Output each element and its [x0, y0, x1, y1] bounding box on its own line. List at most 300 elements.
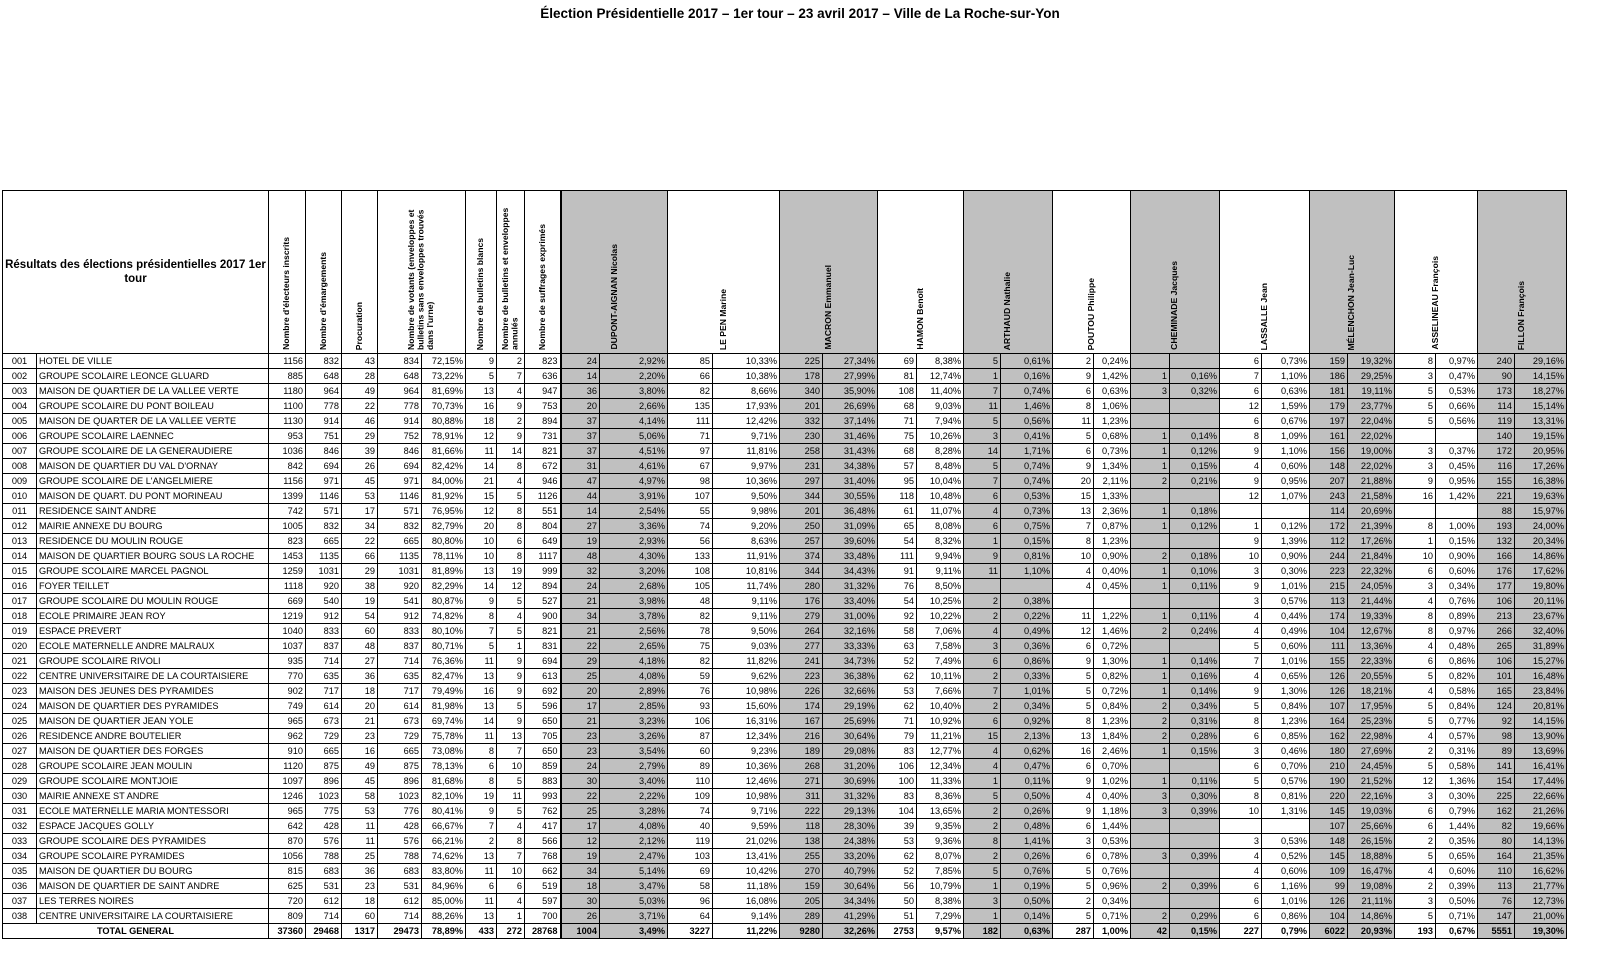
stat-cell: 541 [378, 594, 422, 609]
stat-cell: 5 [497, 699, 525, 714]
stat-cell: 920 [306, 579, 342, 594]
bureau-id: 014 [3, 549, 37, 564]
votes-pct: 0,18% [1170, 549, 1220, 564]
votes-count: 90 [1478, 369, 1515, 384]
table-row [3, 714, 1567, 729]
votes-count: 29 [561, 654, 600, 669]
votes-count: 5 [964, 459, 1001, 474]
stat-cell: 768 [525, 849, 561, 864]
votes-pct: 0,57% [1262, 774, 1310, 789]
stat-cell: 8 [497, 519, 525, 534]
votes-pct: 0,53% [1262, 834, 1310, 849]
votes-pct: 16,38% [1515, 474, 1567, 489]
stat-cell: 947 [525, 384, 561, 399]
stat-cell: 894 [525, 579, 561, 594]
stat-cell: 883 [525, 774, 561, 789]
votes-pct: 20,81% [1515, 699, 1567, 714]
stat-cell: 18 [342, 894, 378, 909]
table-row [3, 819, 1567, 834]
votes-count: 1 [1131, 774, 1170, 789]
votes-pct: 1,33% [1094, 489, 1131, 504]
votes-count: 5 [1395, 669, 1436, 684]
votes-pct: 0,71% [1436, 909, 1478, 924]
votes-count [1131, 834, 1170, 849]
votes-count: 6 [1053, 759, 1094, 774]
votes-pct: 30,64% [823, 879, 878, 894]
votes-pct [1170, 834, 1220, 849]
stat-cell: 14 [466, 714, 497, 729]
stat-cell: 4 [497, 894, 525, 909]
votes-pct: 17,26% [1515, 459, 1567, 474]
votes-pct: 12,34% [713, 729, 780, 744]
stat-cell: 527 [525, 594, 561, 609]
votes-count: 9 [1220, 534, 1262, 549]
stat-cell: 5 [497, 489, 525, 504]
stat-cell: 648 [306, 369, 342, 384]
stat-cell: 19 [466, 789, 497, 804]
votes-count: 2 [1053, 354, 1094, 369]
votes-count: 165 [1478, 684, 1515, 699]
votes-count: 223 [780, 669, 823, 684]
votes-pct: 0,52% [1262, 849, 1310, 864]
votes-count: 18 [561, 879, 600, 894]
bureau-name: MAISON DE QUARTER DE LA VALLEE VERTE [37, 414, 269, 429]
votes-count: 82 [668, 654, 713, 669]
votes-pct: 24,45% [1348, 759, 1395, 774]
votes-count: 3 [1053, 834, 1094, 849]
stat-cell: 870 [269, 834, 306, 849]
votes-pct: 17,44% [1515, 774, 1567, 789]
stat-cell: 2 [466, 834, 497, 849]
votes-pct: 21,44% [1348, 594, 1395, 609]
stat-cell: 10 [466, 549, 497, 564]
votes-count: 221 [1478, 489, 1515, 504]
votes-pct: 0,24% [1094, 354, 1131, 369]
votes-count: 44 [561, 489, 600, 504]
votes-pct: 0,66% [1436, 399, 1478, 414]
stat-cell: 37360 [269, 924, 306, 939]
votes-count: 37 [561, 414, 600, 429]
votes-pct: 0,84% [1436, 699, 1478, 714]
votes-pct: 1,71% [1001, 444, 1053, 459]
votes-count: 113 [1310, 594, 1348, 609]
stat-cell: 81,98% [422, 699, 466, 714]
stat-cell: 10 [497, 759, 525, 774]
votes-pct: 1,23% [1094, 414, 1131, 429]
stat-cell: 692 [525, 684, 561, 699]
votes-pct: 31,32% [823, 789, 878, 804]
votes-count: 53 [878, 684, 917, 699]
votes-count: 7 [964, 384, 1001, 399]
votes-count: 26 [561, 909, 600, 924]
stat-cell: 45 [342, 774, 378, 789]
votes-pct: 2,56% [600, 624, 668, 639]
stat-cell: 6 [466, 759, 497, 774]
votes-count: 36 [561, 384, 600, 399]
votes-count: 4 [1395, 639, 1436, 654]
votes-pct: 10,26% [917, 429, 964, 444]
stat-cell: 714 [306, 909, 342, 924]
stat-cell: 15 [466, 489, 497, 504]
votes-count: 6 [1220, 414, 1262, 429]
votes-count: 6 [964, 654, 1001, 669]
votes-pct: 4,97% [600, 474, 668, 489]
votes-count: 76 [1478, 894, 1515, 909]
votes-count: 8 [1220, 714, 1262, 729]
votes-count [1131, 639, 1170, 654]
votes-count: 277 [780, 639, 823, 654]
stat-cell: 60 [342, 909, 378, 924]
stat-cell: 14 [466, 459, 497, 474]
votes-count: 39 [878, 819, 917, 834]
votes-pct: 0,26% [1001, 804, 1053, 819]
votes-count: 21 [561, 624, 600, 639]
votes-count: 4 [1053, 789, 1094, 804]
votes-count [1395, 429, 1436, 444]
votes-pct: 1,59% [1262, 399, 1310, 414]
votes-count: 155 [1478, 474, 1515, 489]
votes-pct: 9,97% [713, 459, 780, 474]
stat-cell: 14 [497, 444, 525, 459]
votes-count: 54 [878, 594, 917, 609]
stat-cell: 672 [525, 459, 561, 474]
stat-cell: 788 [306, 849, 342, 864]
candidate-header [1220, 191, 1310, 354]
votes-count: 92 [878, 609, 917, 624]
votes-count: 109 [1310, 864, 1348, 879]
votes-pct: 0,50% [1001, 894, 1053, 909]
bureau-name: LES TERRES NOIRES [37, 894, 269, 909]
stat-cell: 82,10% [422, 789, 466, 804]
votes-pct: 0,58% [1436, 759, 1478, 774]
stat-cell: 49 [342, 384, 378, 399]
votes-pct: 0,15% [1001, 534, 1053, 549]
stat-cell: 7 [497, 744, 525, 759]
votes-pct: 10,36% [713, 759, 780, 774]
bureau-name: MAISON DE QUARTIER DU VAL D'ORNAY [37, 459, 269, 474]
votes-count: 9 [1220, 579, 1262, 594]
table-row [3, 429, 1567, 444]
bureau-id: 033 [3, 834, 37, 849]
stat-cell: 1040 [269, 624, 306, 639]
votes-pct: 0,50% [1001, 789, 1053, 804]
votes-pct: 0,60% [1436, 564, 1478, 579]
votes-pct [1094, 594, 1131, 609]
votes-count: 11 [1053, 609, 1094, 624]
stat-cell: 900 [525, 609, 561, 624]
votes-pct: 33,20% [823, 849, 878, 864]
table-row [3, 504, 1567, 519]
votes-count: 174 [780, 699, 823, 714]
votes-pct: 0,76% [1001, 864, 1053, 879]
votes-count: 5 [1053, 669, 1094, 684]
votes-count: 148 [1310, 834, 1348, 849]
votes-pct: 0,45% [1094, 579, 1131, 594]
votes-pct: 22,98% [1348, 729, 1395, 744]
votes-count: 69 [878, 354, 917, 369]
stat-cell: 1118 [269, 579, 306, 594]
votes-pct: 0,24% [1170, 624, 1220, 639]
votes-count: 147 [1478, 909, 1515, 924]
stat-cell: 21 [466, 474, 497, 489]
stat-cell: 965 [269, 714, 306, 729]
votes-count: 9 [1053, 459, 1094, 474]
stat-cell: 19 [497, 564, 525, 579]
votes-count: 3 [964, 894, 1001, 909]
stat-cell: 694 [525, 654, 561, 669]
votes-pct: 19,33% [1348, 609, 1395, 624]
votes-pct: 2,22% [600, 789, 668, 804]
stat-cell: 83,80% [422, 864, 466, 879]
votes-count: 99 [1310, 879, 1348, 894]
votes-pct: 0,67% [1262, 414, 1310, 429]
votes-count: 220 [1310, 789, 1348, 804]
stat-cell: 635 [306, 669, 342, 684]
votes-pct: 0,11% [1170, 579, 1220, 594]
votes-pct: 33,40% [823, 594, 878, 609]
votes-pct [1170, 414, 1220, 429]
votes-count: 6 [1395, 564, 1436, 579]
votes-count: 95 [878, 474, 917, 489]
stat-header [306, 191, 342, 354]
votes-count: 89 [668, 759, 713, 774]
votes-pct: 10,33% [713, 354, 780, 369]
votes-pct: 30,64% [823, 729, 878, 744]
stat-cell: 4 [497, 819, 525, 834]
votes-pct: 9,35% [917, 819, 964, 834]
votes-pct [1170, 354, 1220, 369]
votes-count: 3 [1220, 564, 1262, 579]
votes-count: 344 [780, 564, 823, 579]
votes-count: 113 [1478, 879, 1515, 894]
votes-pct: 3,71% [600, 909, 668, 924]
votes-pct: 1,10% [1262, 369, 1310, 384]
votes-pct: 25,23% [1348, 714, 1395, 729]
votes-pct: 21,77% [1515, 879, 1567, 894]
votes-pct: 5,14% [600, 864, 668, 879]
stat-cell: 531 [378, 879, 422, 894]
stat-cell: 1031 [306, 564, 342, 579]
candidate-name: MÉLENCHON Jean-Luc [1346, 254, 1357, 350]
stat-cell: 79,49% [422, 684, 466, 699]
table-row [3, 759, 1567, 774]
votes-count: 193 [1478, 519, 1515, 534]
votes-pct: 0,50% [1436, 894, 1478, 909]
bureau-name: GROUPE SCOLAIRE DE L'ANGELMIERE [37, 474, 269, 489]
stat-cell: 66,21% [422, 834, 466, 849]
votes-count: 74 [668, 804, 713, 819]
votes-pct: 10,48% [917, 489, 964, 504]
stat-cell: 1 [497, 639, 525, 654]
stat-cell: 717 [306, 684, 342, 699]
votes-count: 19 [561, 849, 600, 864]
table-row [3, 414, 1567, 429]
votes-pct: 24,05% [1348, 579, 1395, 594]
votes-count: 106 [878, 759, 917, 774]
stat-cell: 612 [306, 894, 342, 909]
votes-pct: 12,42% [713, 414, 780, 429]
votes-count: 54 [878, 534, 917, 549]
votes-count: 176 [780, 594, 823, 609]
votes-count: 81 [878, 369, 917, 384]
votes-count: 71 [878, 414, 917, 429]
stat-cell: 683 [306, 864, 342, 879]
stat-cell: 778 [306, 399, 342, 414]
votes-count: 9 [964, 549, 1001, 564]
bureau-id: 024 [3, 699, 37, 714]
votes-count: 98 [1478, 729, 1515, 744]
stat-cell: 694 [306, 459, 342, 474]
votes-pct: 31,40% [823, 474, 878, 489]
bureau-id: 013 [3, 534, 37, 549]
votes-pct: 12,46% [713, 774, 780, 789]
votes-pct: 0,78% [1094, 849, 1131, 864]
votes-count: 10 [1220, 804, 1262, 819]
votes-count: 2 [964, 669, 1001, 684]
votes-pct: 34,43% [823, 564, 878, 579]
stat-cell: 597 [525, 894, 561, 909]
stat-cell: 5 [466, 369, 497, 384]
votes-pct: 3,20% [600, 564, 668, 579]
votes-count: 9 [1220, 684, 1262, 699]
stat-cell: 662 [525, 864, 561, 879]
stat-cell: 832 [378, 519, 422, 534]
votes-pct: 0,90% [1436, 549, 1478, 564]
votes-pct [1170, 864, 1220, 879]
stat-cell: 81,66% [422, 444, 466, 459]
votes-count: 4 [1220, 459, 1262, 474]
votes-pct: 34,73% [823, 654, 878, 669]
votes-count: 20 [561, 399, 600, 414]
stat-cell: 636 [525, 369, 561, 384]
votes-count: 93 [668, 699, 713, 714]
votes-count: 2 [964, 849, 1001, 864]
votes-pct: 10,79% [917, 879, 964, 894]
votes-count: 6 [1395, 819, 1436, 834]
votes-count [964, 579, 1001, 594]
stat-cell: 842 [269, 459, 306, 474]
bureau-id: 031 [3, 804, 37, 819]
votes-pct: 18,21% [1348, 684, 1395, 699]
votes-pct [1170, 819, 1220, 834]
votes-pct: 8,50% [917, 579, 964, 594]
votes-count: 311 [780, 789, 823, 804]
votes-pct: 0,33% [1001, 669, 1053, 684]
votes-count: 161 [1310, 429, 1348, 444]
votes-pct: 19,00% [1348, 444, 1395, 459]
bureau-id: 012 [3, 519, 37, 534]
votes-count: 5 [1395, 384, 1436, 399]
votes-pct: 0,62% [1001, 744, 1053, 759]
votes-pct: 0,31% [1170, 714, 1220, 729]
votes-pct: 0,76% [1436, 594, 1478, 609]
votes-count: 2 [1131, 729, 1170, 744]
bureau-id: 003 [3, 384, 37, 399]
votes-pct: 29,08% [823, 744, 878, 759]
stat-cell: 742 [269, 504, 306, 519]
stat-cell: 78,91% [422, 429, 466, 444]
candidate-name: LE PEN Marine [717, 288, 728, 350]
votes-pct: 9,94% [917, 549, 964, 564]
votes-pct [1170, 894, 1220, 909]
stat-cell: 22 [342, 399, 378, 414]
table-row [3, 519, 1567, 534]
stat-header-label: Nombre de votants (enveloppes et bulletins sans enveloppes trouvés dans l'urne) [406, 209, 436, 350]
votes-count: 119 [1478, 414, 1515, 429]
table-row [3, 579, 1567, 594]
votes-pct: 2,68% [600, 579, 668, 594]
stat-cell: 694 [378, 459, 422, 474]
votes-count [1131, 594, 1170, 609]
bureau-id: 032 [3, 819, 37, 834]
votes-pct: 10,92% [917, 714, 964, 729]
table-row [3, 459, 1567, 474]
votes-count: 2 [1131, 549, 1170, 564]
stat-cell: 1317 [342, 924, 378, 939]
votes-count: 118 [878, 489, 917, 504]
votes-pct: 1,01% [1262, 894, 1310, 909]
stat-cell: 1156 [269, 354, 306, 369]
votes-pct: 4,61% [600, 459, 668, 474]
votes-pct: 11,22% [713, 924, 780, 939]
votes-count: 96 [668, 894, 713, 909]
stat-cell: 272 [497, 924, 525, 939]
stat-cell: 729 [378, 729, 422, 744]
votes-pct: 1,23% [1094, 534, 1131, 549]
votes-pct: 0,95% [1262, 474, 1310, 489]
stat-cell: 705 [525, 729, 561, 744]
stat-cell: 26 [342, 459, 378, 474]
votes-count: 6 [964, 714, 1001, 729]
stat-cell: 669 [269, 594, 306, 609]
votes-pct: 1,22% [1094, 609, 1131, 624]
bureau-id: 021 [3, 654, 37, 669]
votes-pct: 31,32% [823, 579, 878, 594]
table-row [3, 564, 1567, 579]
votes-count: 201 [780, 399, 823, 414]
stat-header-label: Procuration [353, 301, 364, 350]
votes-count: 257 [780, 534, 823, 549]
votes-count: 250 [780, 519, 823, 534]
votes-pct: 27,69% [1348, 744, 1395, 759]
votes-count: 15 [1053, 489, 1094, 504]
stat-cell: 11 [497, 789, 525, 804]
votes-pct: 2,11% [1094, 474, 1131, 489]
votes-count: 104 [1310, 909, 1348, 924]
table-header-row [3, 191, 1567, 354]
bureau-id: 007 [3, 444, 37, 459]
votes-count: 3 [1220, 744, 1262, 759]
stat-cell: 84,00% [422, 474, 466, 489]
candidate-header [1310, 191, 1395, 354]
votes-count [1131, 534, 1170, 549]
bureau-id: 036 [3, 879, 37, 894]
votes-pct: 0,53% [1436, 384, 1478, 399]
votes-count [1131, 864, 1170, 879]
stat-cell: 912 [306, 609, 342, 624]
stat-header-label: Nombre d'électeurs inscrits [281, 237, 292, 350]
stat-cell: 971 [306, 474, 342, 489]
votes-pct: 1,30% [1262, 684, 1310, 699]
votes-count: 42 [1131, 924, 1170, 939]
bureau-id: 015 [3, 564, 37, 579]
votes-count: 1 [964, 879, 1001, 894]
stat-cell: 69,74% [422, 714, 466, 729]
votes-pct: 0,15% [1170, 744, 1220, 759]
stat-cell: 648 [378, 369, 422, 384]
votes-pct: 0,72% [1094, 639, 1131, 654]
stat-header-label: Nombre de suffrages exprimés [536, 223, 547, 350]
